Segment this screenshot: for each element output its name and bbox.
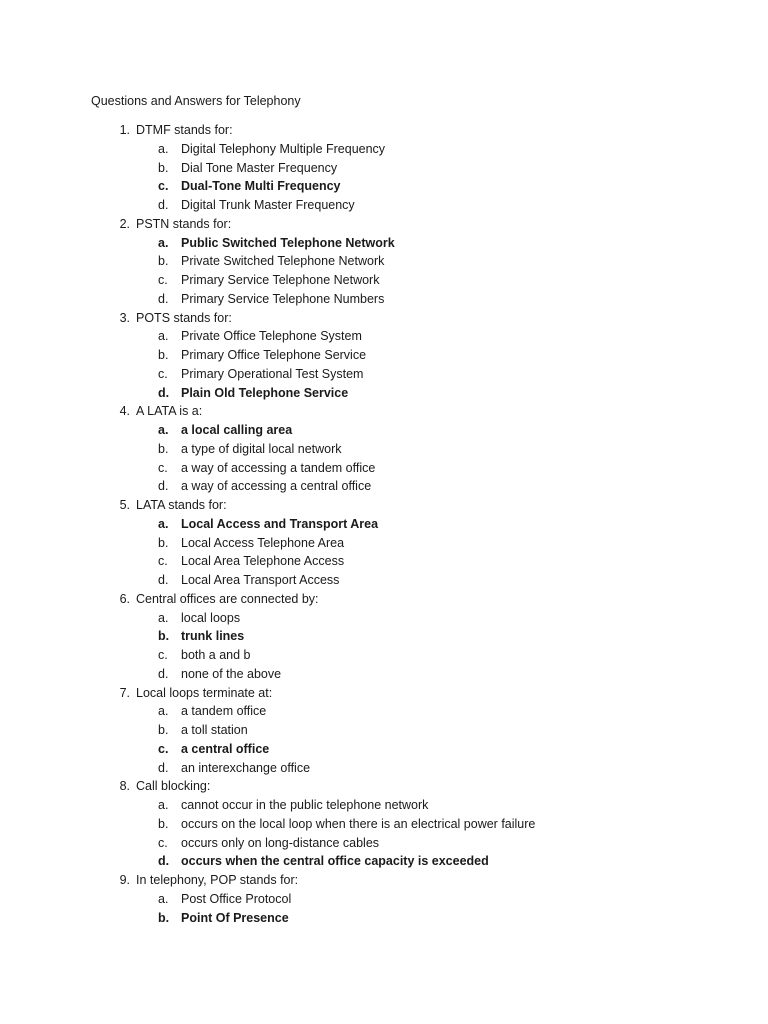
option-text: occurs when the central office capacity is exceeded — [181, 854, 489, 869]
question-item — [0, 309, 768, 328]
question-text: LATA stands for: — [136, 498, 227, 512]
option-letter: a. — [158, 704, 169, 719]
answer-option — [0, 609, 768, 628]
option-letter: a. — [158, 235, 169, 250]
option-text: occurs on the local loop when there is an electrical power failure — [181, 816, 536, 831]
option-letter: c. — [158, 648, 168, 662]
question-number: 3. — [119, 310, 130, 325]
option-letter: a. — [158, 423, 169, 437]
option-letter: b. — [158, 910, 170, 925]
option-letter: a. — [158, 516, 169, 531]
question-item — [0, 121, 768, 140]
question-number: 7. — [119, 685, 130, 700]
question-number: 5. — [119, 498, 130, 512]
answer-option — [0, 159, 768, 178]
answer-option — [0, 365, 768, 384]
option-letter: c. — [158, 273, 168, 287]
answer-option — [0, 440, 768, 459]
option-letter: d. — [158, 573, 169, 587]
question-item — [0, 590, 768, 609]
option-letter: b. — [158, 254, 169, 269]
answer-option — [0, 552, 768, 571]
option-text: Local Area Transport Access — [181, 573, 340, 587]
question-number: 2. — [119, 216, 130, 231]
option-text: Digital Trunk Master Frequency — [181, 198, 355, 212]
option-text: Digital Telephony Multiple Frequency — [181, 141, 386, 156]
option-text: a way of accessing a tandem office — [181, 460, 376, 475]
document-title: Questions and Answers for Telephony — [91, 94, 301, 108]
option-text: none of the above — [181, 666, 282, 681]
option-letter: a. — [158, 141, 169, 156]
answer-option-correct — [0, 740, 768, 759]
option-text: a local calling area — [181, 423, 293, 437]
option-text: Point Of Presence — [181, 910, 289, 925]
option-text: Private Office Telephone System — [181, 329, 362, 344]
option-text: an interexchange office — [181, 760, 311, 775]
option-letter: b. — [158, 348, 169, 362]
option-letter: b. — [158, 160, 169, 175]
question-text: Local loops terminate at: — [136, 685, 273, 700]
question-text: POTS stands for: — [136, 310, 232, 325]
option-letter: d. — [158, 760, 169, 775]
option-text: Public Switched Telephone Network — [181, 235, 395, 250]
question-number: 6. — [119, 591, 130, 606]
answer-option — [0, 196, 768, 215]
option-text: Primary Service Telephone Network — [181, 273, 380, 287]
answer-option-correct — [0, 515, 768, 534]
answer-option-correct — [0, 627, 768, 646]
answer-option — [0, 477, 768, 496]
answer-option — [0, 140, 768, 159]
answer-option — [0, 290, 768, 309]
answer-option — [0, 571, 768, 590]
answer-option — [0, 796, 768, 815]
option-text: Dual-Tone Multi Frequency — [181, 179, 341, 194]
option-letter: a. — [158, 798, 169, 812]
option-text: a central office — [181, 741, 270, 756]
answer-option — [0, 252, 768, 271]
option-text: Primary Service Telephone Numbers — [181, 291, 385, 306]
option-letter: d. — [158, 479, 169, 494]
question-item — [0, 496, 768, 515]
option-letter: a. — [158, 329, 169, 344]
option-letter: c. — [158, 835, 168, 850]
answer-option — [0, 646, 768, 665]
option-text: Plain Old Telephone Service — [181, 385, 349, 400]
question-text: In telephony, POP stands for: — [136, 873, 299, 887]
question-number: 8. — [119, 779, 130, 794]
option-text: occurs only on long-distance cables — [181, 835, 380, 850]
option-letter: d. — [158, 291, 169, 306]
option-text: both a and b — [181, 648, 251, 662]
question-text: PSTN stands for: — [136, 216, 232, 231]
option-letter: c. — [158, 460, 168, 475]
option-letter: c. — [158, 741, 169, 756]
answer-option — [0, 271, 768, 290]
question-text: DTMF stands for: — [136, 123, 233, 137]
question-text: Call blocking: — [136, 779, 211, 794]
option-letter: c. — [158, 554, 168, 569]
option-text: a toll station — [181, 723, 248, 737]
option-letter: a. — [158, 610, 169, 625]
option-text: a type of digital local network — [181, 441, 342, 456]
option-letter: d. — [158, 666, 169, 681]
option-text: Local Area Telephone Access — [181, 554, 345, 569]
option-text: Post Office Protocol — [181, 891, 292, 906]
option-letter: d. — [158, 198, 169, 212]
answer-option-correct — [0, 909, 768, 928]
option-letter: d. — [158, 385, 170, 400]
question-item — [0, 777, 768, 796]
option-letter: a. — [158, 891, 169, 906]
option-text: Private Switched Telephone Network — [181, 254, 385, 269]
answer-option — [0, 815, 768, 834]
option-text: local loops — [181, 610, 241, 625]
option-letter: b. — [158, 816, 169, 831]
answer-option-correct — [0, 177, 768, 196]
question-item — [0, 402, 768, 421]
option-letter: c. — [158, 366, 168, 381]
answer-option-correct — [0, 234, 768, 253]
answer-option — [0, 759, 768, 778]
question-list — [0, 121, 768, 927]
option-text: Primary Operational Test System — [181, 366, 364, 381]
answer-option — [0, 834, 768, 853]
option-letter: b. — [158, 723, 169, 737]
question-item — [0, 215, 768, 234]
question-item — [0, 871, 768, 890]
option-letter: b. — [158, 629, 170, 644]
answer-option-correct — [0, 852, 768, 871]
question-number: 1. — [119, 123, 130, 137]
answer-option-correct — [0, 421, 768, 440]
answer-option — [0, 534, 768, 553]
question-text: Central offices are connected by: — [136, 591, 319, 606]
question-number: 4. — [119, 404, 130, 419]
option-text: cannot occur in the public telephone network — [181, 798, 429, 812]
option-letter: c. — [158, 179, 169, 194]
option-text: Local Access Telephone Area — [181, 535, 345, 550]
answer-option-correct — [0, 384, 768, 403]
answer-option — [0, 890, 768, 909]
question-text: A LATA is a: — [136, 404, 203, 419]
option-text: a tandem office — [181, 704, 267, 719]
option-text: trunk lines — [181, 629, 245, 644]
option-text: Dial Tone Master Frequency — [181, 160, 338, 175]
option-letter: b. — [158, 441, 169, 456]
option-text: Local Access and Transport Area — [181, 516, 379, 531]
question-item — [0, 684, 768, 703]
answer-option — [0, 327, 768, 346]
option-letter: b. — [158, 535, 169, 550]
answer-option — [0, 346, 768, 365]
answer-option — [0, 665, 768, 684]
question-number: 9. — [119, 873, 130, 887]
option-text: Primary Office Telephone Service — [181, 348, 367, 362]
option-letter: d. — [158, 854, 170, 869]
answer-option — [0, 702, 768, 721]
option-text: a way of accessing a central office — [181, 479, 372, 494]
answer-option — [0, 721, 768, 740]
answer-option — [0, 459, 768, 478]
